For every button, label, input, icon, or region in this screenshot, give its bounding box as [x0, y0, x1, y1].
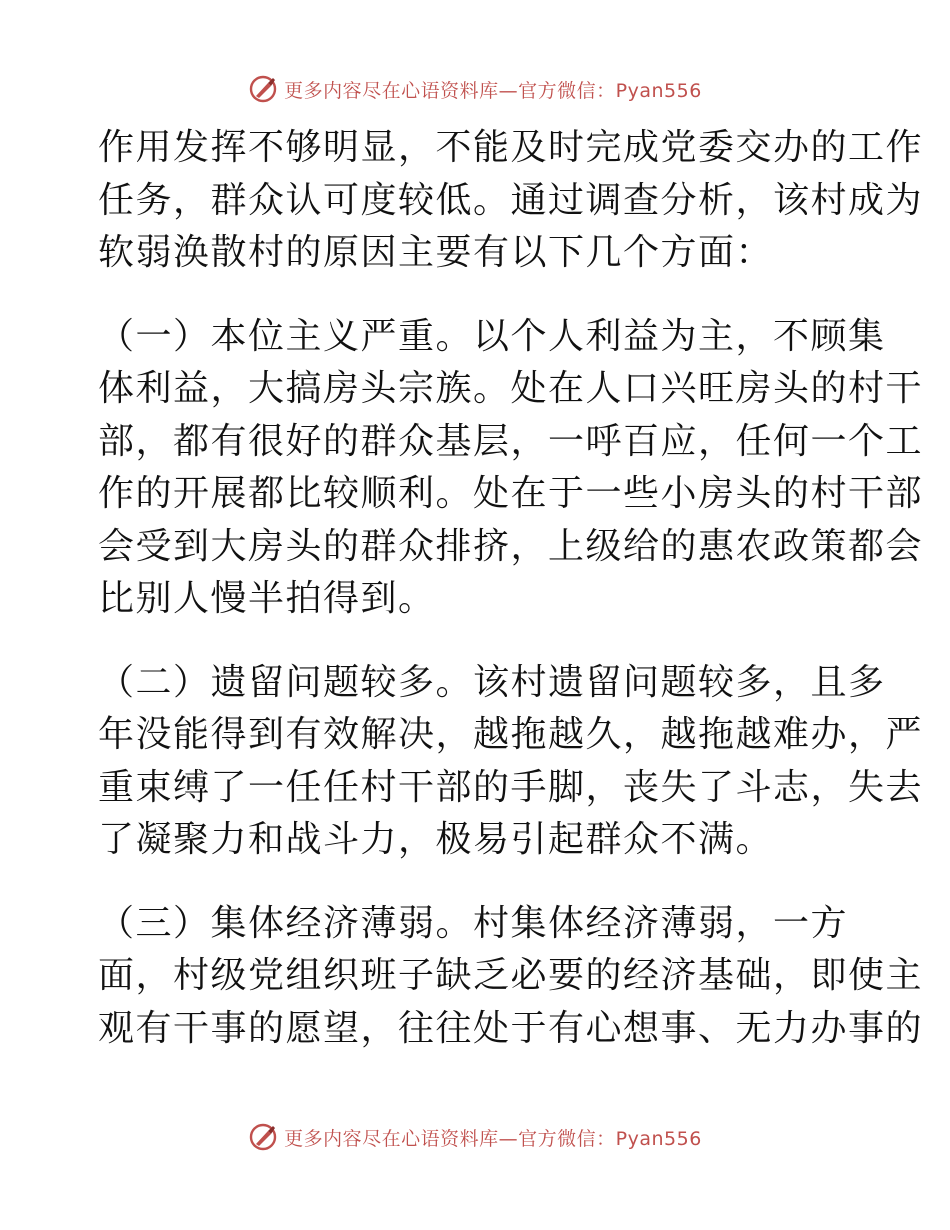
header-banner — [0, 74, 950, 104]
paragraph-line: 部，都有很好的群众基层，一呼百应，任何一个工 — [98, 420, 924, 462]
paragraph-line: 作的开展都比较顺利。处在于一些小房头的村干部 — [98, 473, 924, 514]
section-one-paragraph — [98, 311, 924, 626]
paragraph-line: 任务，群众认可度较低。通过调查分析，该村成为 — [98, 179, 924, 221]
paragraph-line: 重束缚了一任任村干部的手脚，丧失了斗志，失去 — [98, 766, 924, 808]
footer-banner-text: 更多内容尽在心语资料库—官方微信：Pyan556 — [284, 1127, 702, 1150]
section-two-paragraph — [98, 657, 924, 867]
paragraph-line: 体利益，大搞房头宗族。处在人口兴旺房头的村干 — [98, 368, 924, 409]
paragraph-line: 观有干事的愿望，往往处于有心想事、无力办事的 — [98, 1007, 924, 1049]
paragraph-line: 年没能得到有效解决，越拖越久，越拖越难办，严 — [98, 714, 924, 755]
paragraph-line: 会受到大房头的群众排挤，上级给的惠农政策都会 — [98, 525, 924, 567]
footer-banner — [0, 1122, 950, 1152]
document-body — [98, 122, 924, 1055]
intro-paragraph — [98, 122, 924, 280]
quill-logo-icon — [248, 1122, 278, 1152]
quill-logo-icon — [248, 74, 278, 104]
paragraph-line: （三）集体经济薄弱。村集体经济薄弱，一方 — [98, 902, 849, 944]
paragraph-line: （二）遗留问题较多。该村遗留问题较多，且多 — [98, 661, 886, 703]
paragraph-line: 作用发挥不够明显，不能及时完成党委交办的工作 — [98, 127, 924, 168]
section-three-paragraph — [98, 898, 924, 1056]
paragraph-line: 了凝聚力和战斗力，极易引起群众不满。 — [98, 819, 774, 860]
paragraph-line: 比别人慢半拍得到。 — [98, 578, 436, 619]
paragraph-line: （一）本位主义严重。以个人利益为主，不顾集 — [98, 315, 886, 357]
paragraph-line: 软弱涣散村的原因主要有以下几个方面： — [98, 232, 774, 273]
header-banner-text: 更多内容尽在心语资料库—官方微信：Pyan556 — [284, 79, 702, 102]
paragraph-line: 面，村级党组织班子缺乏必要的经济基础，即使主 — [98, 955, 924, 996]
